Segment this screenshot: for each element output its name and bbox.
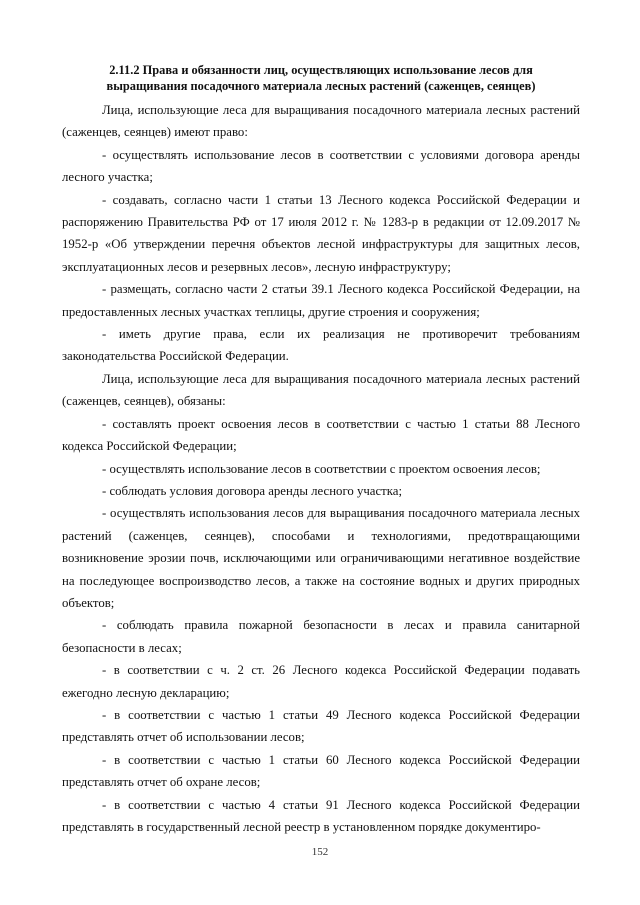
paragraph: - в соответствии с частью 4 статьи 91 Лесного кодекса Российской Федерации представлять в государственный лесной реестр в установленном порядке документиро- [62,797,580,834]
paragraph: - соблюдать правила пожарной безопасности в лесах и правила санитарной безопасности в лесах; [62,618,580,655]
paragraph: Лица, использующие леса для выращивания посадочного материала лесных растений (саженцев, сеянцев) имеют право: [62,103,580,140]
paragraph: - размещать, согласно части 2 статьи 39.1 Лесного кодекса Российской Федерации, на предоставленных лесных участках теплицы, другие строения и сооружения; [62,282,580,319]
paragraph: - в соответствии с частью 1 статьи 49 Лесного кодекса Российской Федерации представлять отчет об использовании лесов; [62,707,580,745]
paragraph: - осуществлять использование лесов в соответствии с условиями договора аренды лесного участка; [62,147,580,185]
paragraph: - составлять проект освоения лесов в соответствии с частью 1 статьи 88 Лесного кодекса Российской Федерации; [62,416,580,454]
paragraph: - создавать, согласно части 1 статьи 13 Лесного кодекса Российской Федерации и распоряжению Правительства РФ от 17 июля 2012 г. № 1283-р в редакции от 12.09.2017 № 1952-р «Об утверждении перечня объектов лесной инфраструктуры для защитных лесов, эксплуатационных лесов и резервных лесов», лесную инфраструктуру; [62,192,580,274]
paragraph: - иметь другие права, если их реализация не противоречит требованиям законодательства Российской Федерации. [62,327,580,364]
page-content [62,62,580,838]
paragraph: - осуществлять использование лесов в соответствии с проектом освоения лесов; [102,461,541,476]
section-heading: 2.11.2 Права и обязанности лиц, осуществляющих использование лесов для выращивания посадочного материала лесных растений (саженцев, сеянцев) [106,63,536,93]
paragraph: - в соответствии с ч. 2 ст. 26 Лесного кодекса Российской Федерации подавать ежегодно лесную декларацию; [62,663,580,700]
paragraph: - осуществлять использования лесов для выращивания посадочного материала лесных растений (саженцев, сеянцев), способами и технологиями, предотвращающими возникновение эрозии почв, исключающими или ограничивающими негативное воздействие на последующее воспроизводство лесов, а также на состояние водных и других природных объектов; [62,506,580,610]
paragraph: - в соответствии с частью 1 статьи 60 Лесного кодекса Российской Федерации представлять отчет об охране лесов; [62,752,580,790]
paragraph: Лица, использующие леса для выращивания посадочного материала лесных растений (саженцев, сеянцев), обязаны: [62,371,580,409]
page-number: 152 [311,846,329,858]
paragraph: - соблюдать условия договора аренды лесного участка; [102,483,403,498]
